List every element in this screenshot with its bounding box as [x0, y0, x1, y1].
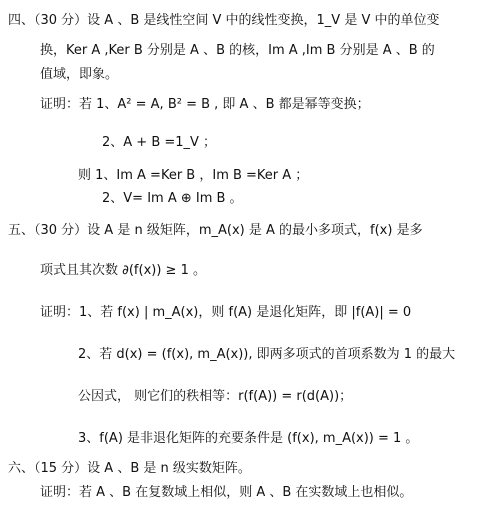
problem-4-line-3: 值域，即象。	[40, 67, 119, 82]
problem-5-line-1: 五、（30 分）设 A 是 n 级矩阵，m_A(x) 是 A 的最小多项式，f(x) 是多	[8, 223, 423, 238]
problem-6-proof: 证明：若 A 、B 在复数域上相似，则 A 、B 在实数域上也相似。	[40, 485, 413, 500]
problem-4-line-2: 换，Ker A ,Ker B 分别是 A 、B 的核，Im A ,Im B 分别是 A 、B 的	[40, 43, 435, 58]
problem-5-line-2: 项式且其次数 ∂(f(x)) ≥ 1 。	[40, 263, 206, 278]
problem-6-line-1: 六、（15 分）设 A 、B 是 n 级实数矩阵。	[8, 461, 251, 476]
problem-5-proof-3: 3、f(A) 是非退化矩阵的充要条件是 (f(x), m_A(x)) = 1 。	[78, 431, 419, 446]
problem-5-proof-2: 2、若 d(x) = (f(x), m_A(x)), 即两多项式的首项系数为 1 的最大	[78, 347, 456, 362]
problem-5-proof-1: 证明：1、若 f(x) | m_A(x)，则 f(A) 是退化矩阵，即 |f(A)| = 0	[40, 305, 412, 320]
problem-4-conclusion-1: 则 1、Im A =Ker B ，Im B =Ker A ；	[78, 168, 309, 183]
problem-4-line-1: 四、（30 分）设 A 、B 是线性空间 V 中的线性变换，1_V 是 V 中的单位变	[8, 13, 440, 28]
problem-4-proof-2: 2、A + B =1_V ；	[102, 135, 217, 150]
problem-5-proof-2-cont: 公因式， 则它们的秩相等：r(f(A)) = r(d(A))；	[78, 389, 353, 404]
problem-4-conclusion-2: 2、V= Im A ⊕ Im B 。	[102, 191, 243, 206]
problem-4-proof-1: 证明：若 1、A² = A, B² = B , 即 A 、B 都是幂等变换；	[40, 97, 370, 112]
